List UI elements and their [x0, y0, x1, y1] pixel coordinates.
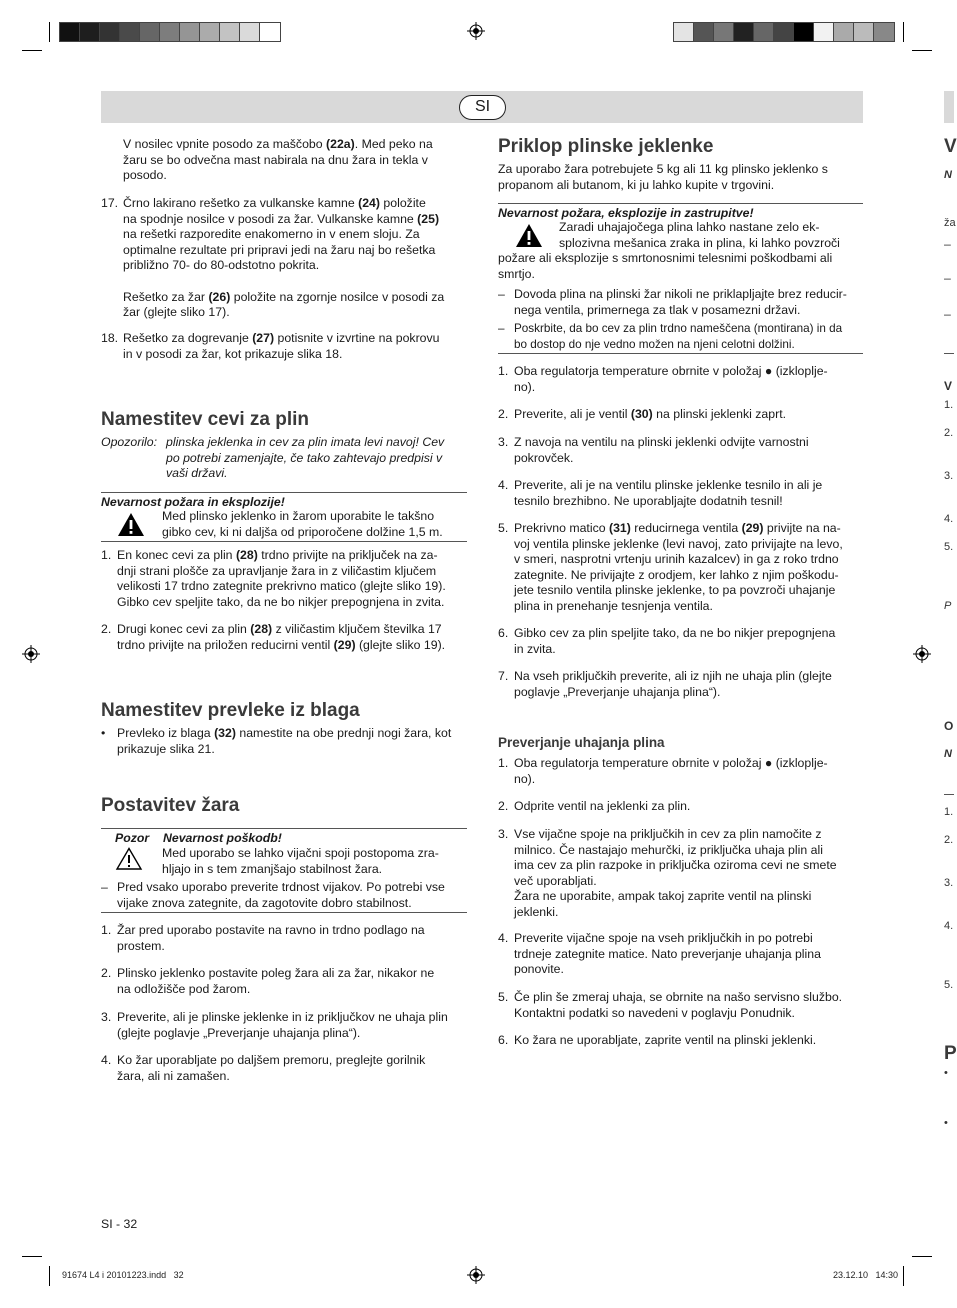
next-page-fragment: N	[944, 748, 952, 760]
ref-number: (26)	[208, 289, 231, 304]
step-line: trdno privijte na priložen reducirni ventil (29) (glejte sliko 19).	[117, 637, 446, 652]
crop-mark	[912, 1256, 932, 1257]
bullet-line: Prevleko iz blaga (32) namestite na obe prednji nogi žara, kot	[117, 726, 452, 740]
step-line: žara, ali ni zamašen.	[117, 1068, 230, 1083]
next-page-fragment: 1.	[944, 399, 954, 411]
step-number: 18.	[101, 331, 119, 345]
step-line: približno 70- do 80-odstotno pokrita.	[123, 258, 320, 273]
warning-triangle-icon	[117, 512, 145, 537]
step-number: 6.	[498, 1033, 509, 1047]
bullet: •	[101, 726, 106, 740]
intro-line: Za uporabo žara potrebujete 5 kg ali 11 kg plinsko jeklenko s	[498, 162, 828, 176]
next-page-fragment: 3.	[944, 877, 954, 889]
dash: –	[101, 880, 108, 894]
conn-intro	[498, 162, 863, 193]
dash-line: Dovoda plina na plinski žar nikoli ne priklapljajte brez reducir-	[514, 287, 847, 301]
danger-heading: Nevarnost požara in eksplozije!	[101, 495, 285, 509]
next-page-fragment: –	[944, 271, 951, 285]
ref-number: (29)	[741, 521, 764, 535]
next-page-fragment: V	[944, 379, 953, 393]
next-page-fragment: P	[944, 600, 952, 612]
intro-line: žaru se bo odvečna mast nabirala na dnu žara in tekla v	[123, 152, 428, 167]
next-page-divider	[944, 794, 954, 795]
caution-line: Med uporabo se lahko vijačni spoji postopoma zra-	[162, 846, 439, 860]
step-number: 4.	[101, 1053, 112, 1067]
step-line: ima cev za plin razpoke in priključka oziroma cevi ne smete	[514, 858, 837, 873]
danger-text-short	[559, 220, 863, 251]
footer-date: 23.12.10 14:30	[833, 1270, 899, 1280]
danger-line: požare ali eksplozije s smrtonosnimi telesnimi poškodbami ali	[498, 251, 833, 265]
step-line: in v posodi za žar, kot prikazuje slika 18.	[123, 346, 343, 361]
step-line: Odprite ventil na jeklenki za plin.	[514, 799, 691, 813]
next-page-fragment: 1.	[944, 806, 954, 818]
step-line: optimalne rezultate pri pripravi jedi na žaru naj bo rešetka	[123, 242, 436, 257]
step-line: in zvita.	[514, 641, 556, 656]
step-line: Gibko cev za plin speljite tako, da ne bo nikjer prepognjena	[514, 626, 836, 640]
next-page-heading: P	[944, 1043, 957, 1064]
caution-heading: Nevarnost poškodb!	[163, 831, 282, 845]
divider	[101, 492, 467, 493]
step-number: 3.	[101, 1010, 112, 1024]
registration-mark-icon	[467, 1266, 485, 1284]
crop-mark	[49, 1266, 50, 1286]
step-number: 1.	[101, 548, 112, 562]
warning-triangle-icon	[515, 223, 543, 248]
divider	[101, 828, 467, 829]
step-line: poglavje „Preverjanje uhajanja plina“).	[514, 684, 721, 699]
step-line: zategnite. Ne privijajte z orodjem, ker lahko z njim poškodu-	[514, 567, 839, 582]
next-page-fragment: N	[944, 169, 952, 181]
step-line: jete tesnilo ventila plinske jeklenke, to pa povzroči uhajanje	[514, 583, 836, 598]
step-number: 7.	[498, 669, 509, 683]
subsection-title: Preverjanje uhajanja plina	[498, 735, 665, 750]
registration-mark-icon	[22, 645, 40, 663]
warning-line: plinska jeklenka in cev za plin imata levi navoj! Cev	[166, 435, 445, 449]
ref-number: (32)	[214, 726, 236, 740]
intro-line: . Med peko na	[354, 137, 433, 151]
crop-mark	[49, 22, 50, 42]
step-line: Ko žar uporabljate po daljšem premoru, preglejte gorilnik	[117, 1053, 426, 1067]
step-line: trdneje zategnite matice. Nato preverjanje uhajanja plina	[514, 946, 821, 961]
step-line: milnico. Če nastajajo mehurčki, iz priključka uhaja plin ali	[514, 842, 823, 857]
step-line: (glejte poglavje „Preverjanje uhajanja plina“).	[117, 1025, 361, 1040]
dash-line: nega ventila, primernega za tlak v posamezni državi.	[514, 302, 801, 317]
danger-heading: Nevarnost požara, eksplozije in zastrupitve!	[498, 206, 754, 220]
step-line: žar (glejte sliko 17).	[123, 305, 230, 320]
step-number: 5.	[498, 990, 509, 1004]
step-line: Prekrivno matico (31) reducirnega ventila (29) privijte na na-	[514, 521, 841, 535]
divider	[101, 912, 467, 913]
step-line: jeklenki.	[514, 904, 559, 919]
step-number: 4.	[498, 478, 509, 492]
ref-number: (28)	[235, 548, 258, 562]
step-line: Kontaktni podatki so navedeni v poglavju Ponudnik.	[514, 1005, 795, 1020]
divider	[498, 203, 863, 204]
ref-number: (22a)	[326, 137, 355, 151]
intro-line: posodo.	[123, 168, 167, 183]
danger-line: Med plinsko jeklenko in žarom uporabite le takšno	[162, 509, 435, 523]
step-number: 6.	[498, 626, 509, 640]
step-line: plina in prenehanje tesnjenja ventila.	[514, 598, 713, 613]
step-line: na odložišče pod žarom.	[117, 981, 251, 996]
step-number: 1.	[498, 364, 509, 378]
step-line: Gibko cev speljite tako, da ne bo nikjer prepognjena in zvita.	[117, 594, 445, 609]
step-line: več uporabljati.	[514, 873, 597, 888]
danger-line: splozivna mešanica zraka in plina, ki lahko povzroči	[559, 235, 840, 250]
color-bar-left	[59, 22, 281, 42]
crop-mark	[912, 50, 932, 51]
section-title: Namestitev cevi za plin	[101, 409, 310, 430]
next-page-fragment: –	[944, 237, 951, 251]
step-number: 17.	[101, 196, 119, 210]
warning-label: Opozorilo:	[101, 435, 158, 449]
next-page-fragment: •	[944, 1067, 948, 1079]
footer-file-info: 91674 L4 i 20101223.indd 32	[62, 1270, 184, 1280]
caution-line: hljajo in s tem zmanjšajo stabilnost žara.	[162, 861, 383, 876]
step-line: Preverite vijačne spoje na vseh priključkih in po potrebi	[514, 931, 813, 945]
divider	[498, 353, 863, 354]
dash: –	[498, 322, 505, 335]
step-line: dnji strani plošče za upravljanje žara in z viličastim ključem	[117, 563, 437, 578]
next-page-fragment: ža	[944, 217, 956, 229]
step-number: 2.	[498, 799, 509, 813]
step-line: na rešetki razporedite enakomerno in v enem sloju. Za	[123, 227, 420, 242]
step-line: Oba regulatorja temperature obrnite v položaj ● (izklopljе-	[514, 364, 828, 378]
step-number: 2.	[498, 407, 509, 421]
step-number: 2.	[101, 622, 112, 636]
crop-mark	[22, 50, 42, 51]
step-line: Z navoja na ventilu na plinski jeklenki odvijte varnostni	[514, 435, 809, 449]
next-page-divider	[944, 353, 954, 354]
next-page-fragment: •	[944, 1117, 948, 1129]
step-line: Rešetko za žar (26) položite na zgornje nosilce v posodi za	[123, 289, 445, 304]
page-number: SI - 32	[101, 1217, 138, 1231]
intro-line: propanom ali butanom, ki ju lahko kupite v trgovini.	[498, 177, 775, 192]
section-title: Postavitev žara	[101, 795, 240, 816]
step-line: na spodnje nosilce v posodi za žar. Vulkanske kamne (25)	[123, 211, 440, 226]
next-page-fragment: 2.	[944, 427, 954, 439]
header-band-next-page	[944, 91, 954, 123]
danger-text	[162, 509, 467, 540]
next-page-fragment: 2.	[944, 834, 954, 846]
next-page-fragment: 5.	[944, 541, 954, 553]
caution-triangle-icon	[116, 847, 142, 870]
step-number: 2.	[101, 966, 112, 980]
step-line: Preverite, ali je ventil (30) na plinski jeklenki zaprt.	[514, 407, 787, 421]
warning-line: vaši državi.	[166, 466, 228, 481]
ref-number: (29)	[333, 637, 356, 652]
step-line: En konec cevi za plin (28) trdno privijte na priključek na za-	[117, 548, 438, 562]
step-line: ponovite.	[514, 962, 564, 977]
step-line: Rešetko za dogrevanje (27) potisnite v izvrtine na pokrovu	[123, 331, 440, 345]
section-title: Namestitev prevleke iz blaga	[101, 700, 360, 721]
registration-mark-icon	[467, 22, 485, 40]
crop-mark	[903, 1266, 904, 1286]
step-line: prostem.	[117, 938, 165, 953]
step-line: Črno lakirano rešetko za vulkanske kamne (24) položite	[123, 196, 426, 210]
registration-mark-icon	[913, 645, 931, 663]
crop-mark	[903, 22, 904, 42]
step-line: Drugi konec cevi za plin (28) z viličastim ključem številka 17	[117, 622, 442, 636]
step-line: voj ventila plinske jeklenke (levi navoj, zato privijajte na levo,	[514, 536, 843, 551]
dash-line: vijake znova zategnite, da zagotovite dobro stabilnost.	[117, 895, 412, 910]
step-line: Vse vijačne spoje na priključkih in cev za plin namočite z	[514, 827, 822, 841]
divider	[101, 541, 467, 542]
step-number: 3.	[498, 435, 509, 449]
intro-line: V nosilec vpnite posodo za maščobo	[123, 137, 327, 151]
step-line: no).	[514, 379, 536, 394]
ref-number: (24)	[358, 196, 380, 210]
step-line: Žar pred uporabo postavite na ravno in trdno podlago na	[117, 923, 425, 937]
danger-line: gibko cev, ki ni daljša od priporočene dolžine 1,5 m.	[162, 524, 443, 539]
intro-paragraph	[123, 137, 468, 184]
danger-line: Zaradi uhajajočega plina lahko nastane zelo ek-	[559, 220, 820, 234]
step-line: Žara ne uporabite, ampak takoj zaprite ventil na plinski	[514, 889, 812, 904]
dash-line: Poskrbite, da bo cev za plin trdno nameščena (montirana) in da	[514, 322, 843, 335]
ref-number: (25)	[417, 211, 440, 226]
dash: –	[498, 287, 505, 301]
color-bar-right	[673, 22, 895, 42]
next-page-fragment: 3.	[944, 470, 954, 482]
step-number: 4.	[498, 931, 509, 945]
caution-text	[162, 846, 467, 877]
step-line: tesnilo brezhibno. Ne uporabljajte dodatnih tesnil!	[514, 493, 783, 508]
language-badge: SI	[459, 95, 506, 120]
step-line: velikosti 17 trdno zategnite prekrivno matico (glejte sliko 19).	[117, 579, 446, 594]
ref-number: (31)	[609, 521, 631, 535]
next-page-heading: V	[944, 136, 957, 157]
step-line: Preverite, ali je na ventilu plinske jeklenke tesnilo in ali je	[514, 478, 823, 492]
step-line: pokrovček.	[514, 450, 574, 465]
dash-line: bo dostop do nje vedno možen na njeni celotni dolžini.	[514, 337, 795, 351]
danger-line: smrtjo.	[498, 266, 535, 281]
next-page-fragment: 4.	[944, 513, 954, 525]
step-line: no).	[514, 771, 536, 786]
step-line: Ko žara ne uporabljate, zaprite ventil na plinski jeklenki.	[514, 1033, 817, 1047]
step-line: Plinsko jeklenko postavite poleg žara ali za žar, nikakor ne	[117, 966, 435, 980]
step-line: v smeri, nasprotni vrtenju urinih kazalcev) in ga z roko trdno	[514, 552, 839, 567]
ref-number: (30)	[630, 407, 653, 421]
crop-mark	[22, 1256, 42, 1257]
step-line: Na vseh priključkih preverite, ali iz njih ne uhaja plin (glejte	[514, 669, 832, 683]
warning-line: po potrebi zamenjajte, če tako zahtevajo predpisi v	[166, 450, 443, 465]
next-page-fragment: 5.	[944, 979, 954, 991]
step-number: 5.	[498, 521, 509, 535]
step-line: Če plin še zmeraj uhaja, se obrnite na našo servisno službo.	[514, 990, 843, 1004]
step-line: Oba regulatorja temperature obrnite v položaj ● (izklopljе-	[514, 756, 828, 770]
next-page-fragment: 4.	[944, 920, 954, 932]
next-page-fragment: O	[944, 719, 954, 733]
step-number: 1.	[101, 923, 112, 937]
caution-label: Pozor	[115, 831, 150, 845]
step-number: 3.	[498, 827, 509, 841]
bullet-line: prikazuje slika 21.	[117, 741, 215, 756]
ref-number: (28)	[250, 622, 273, 636]
step-number: 1.	[498, 756, 509, 770]
section-title: Priklop plinske jeklenke	[498, 136, 714, 157]
danger-text-full	[498, 251, 863, 282]
next-page-fragment: –	[944, 307, 951, 321]
dash-line: Pred vsako uporabo preverite trdnost vijakov. Po potrebi vse	[117, 880, 445, 894]
ref-number: (27)	[252, 331, 275, 345]
step-line: Preverite, ali je plinske jeklenke in iz priključkov ne uhaja plin	[117, 1010, 448, 1024]
